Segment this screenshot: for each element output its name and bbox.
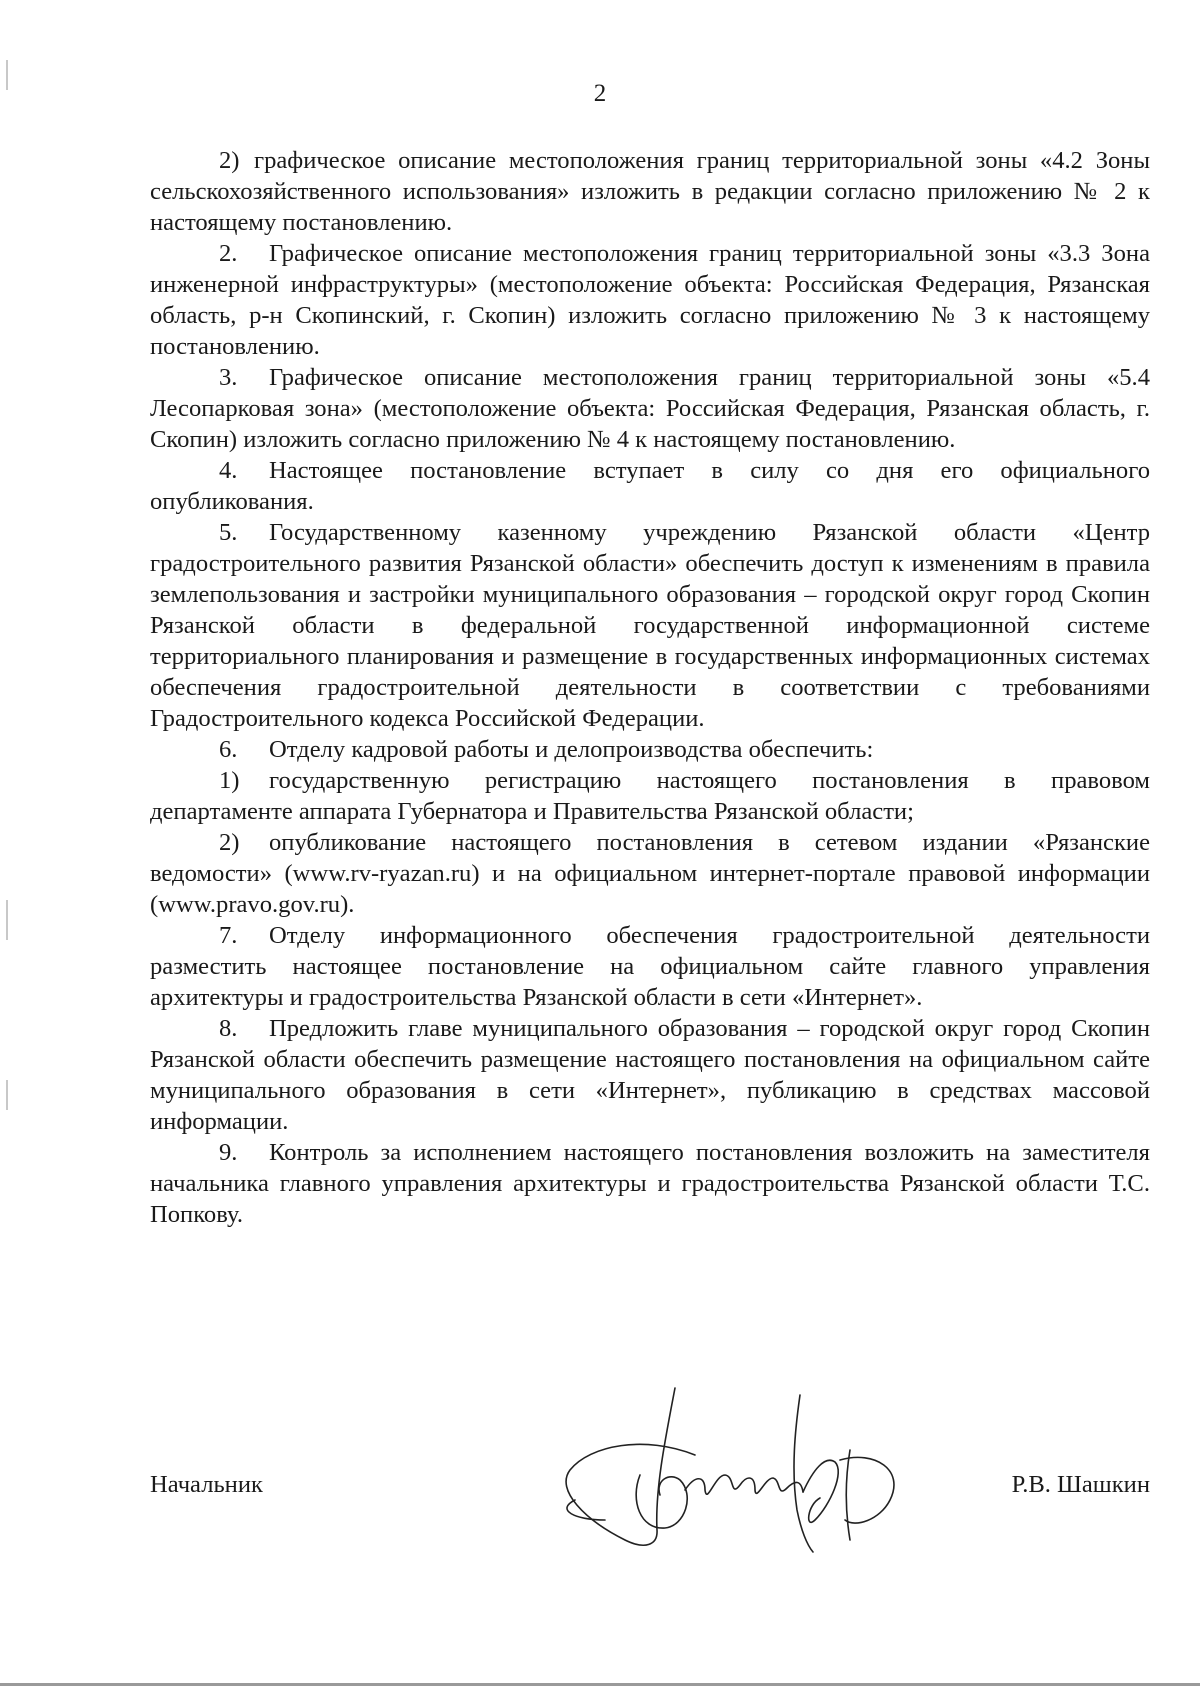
paragraph-item-6-2 [150, 827, 1150, 920]
paragraph-item-8 [150, 1013, 1150, 1137]
scan-edge-mark [6, 1080, 8, 1110]
signature-block [150, 1468, 1150, 1502]
signer-name: Р.В. Шашкин [1011, 1471, 1150, 1498]
paragraph-item-9 [150, 1137, 1150, 1230]
paragraph-item-6 [150, 734, 1150, 765]
paragraph-item-5 [150, 517, 1150, 734]
paragraph-item-2 [150, 238, 1150, 362]
scan-bottom-edge [0, 1683, 1200, 1686]
signer-title: Начальник [150, 1471, 263, 1498]
paragraph-number: 7. [219, 922, 238, 949]
paragraph-number: 2) [219, 147, 240, 174]
page-number: 2 [593, 80, 607, 107]
paragraph-text: Отделу кадровой работы и делопроизводства обеспечить: [269, 736, 874, 763]
paragraph-text: графическое описание местоположения границ территориальной зоны «4.2 Зоны сельскохозяйственного использования» изложить в редакции согласно приложению № 2 к настоящему постановлению. [150, 147, 1150, 236]
paragraph-number: 2) [219, 829, 240, 856]
paragraph-text: Государственному казенному учреждению Рязанской области «Центр градостроительного развития Рязанской области» обеспечить доступ к изменениям в правила землепользования и застройки муниципального образования – городской округ город Скопин Рязанской области в федеральной государственной информационной системе территориального планирования и размещение в государственных информационных системах обеспечения градостроительной деятельности в соответствии с требованиями Градостроительного кодекса Российской Федерации. [150, 519, 1150, 732]
paragraph-number: 6. [219, 736, 238, 763]
paragraph-item-4 [150, 455, 1150, 517]
scan-edge-mark [6, 60, 8, 90]
paragraph-number: 3. [219, 364, 238, 391]
paragraph-text: Контроль за исполнением настоящего постановления возложить на заместителя начальника главного управления архитектуры и градостроительства Рязанской области Т.С. Попкову. [150, 1139, 1150, 1228]
signature-stroke [567, 1500, 605, 1520]
paragraph-number: 9. [219, 1139, 238, 1166]
paragraph-text: Предложить главе муниципального образования – городской округ город Скопин Рязанской области обеспечить размещение настоящего постановления на официальном сайте муниципального образования в сети «Интернет», публикацию в средствах массовой информации. [150, 1015, 1150, 1135]
paragraph-item-6-1 [150, 765, 1150, 827]
paragraph-number: 1) [219, 767, 240, 794]
paragraph-text: Графическое описание местоположения границ территориальной зоны «3.3 Зона инженерной инфраструктуры» (местоположение объекта: Российская Федерация, Рязанская область, р-н Скопинский, г. Скопин) изложить согласно приложению № 3 к настоящему постановлению. [150, 240, 1150, 360]
paragraph-zone-4-2 [150, 145, 1150, 238]
scan-edge-mark [6, 900, 8, 940]
paragraph-number: 2. [219, 240, 238, 267]
paragraph-text: Графическое описание местоположения границ территориальной зоны «5.4 Лесопарковая зона» (местоположение объекта: Российская Федерация, Рязанская область, г. Скопин) изложить согласно приложению № 4 к настоящему постановлению. [150, 364, 1150, 453]
paragraph-text: Отделу информационного обеспечения градостроительной деятельности разместить настоящее постановление на официальном сайте главного управления архитектуры и градостроительства Рязанской области в сети «Интернет». [150, 922, 1150, 1011]
signature-stroke [566, 1388, 695, 1545]
paragraph-text: Настоящее постановление вступает в силу со дня его официального опубликования. [150, 457, 1150, 515]
paragraph-number: 8. [219, 1015, 238, 1042]
paragraph-item-3 [150, 362, 1150, 455]
paragraph-number: 5. [219, 519, 238, 546]
paragraph-text: опубликование настоящего постановления в сетевом издании «Рязанские ведомости» (www.rv-ryazan.ru) и на официальном интернет-портале правовой информации (www.pravo.gov.ru). [150, 829, 1150, 918]
document-body [150, 145, 1150, 1230]
paragraph-number: 4. [219, 457, 238, 484]
paragraph-item-7 [150, 920, 1150, 1013]
paragraph-text: государственную регистрацию настоящего постановления в правовом департаменте аппарата Губернатора и Правительства Рязанской области; [150, 767, 1150, 825]
